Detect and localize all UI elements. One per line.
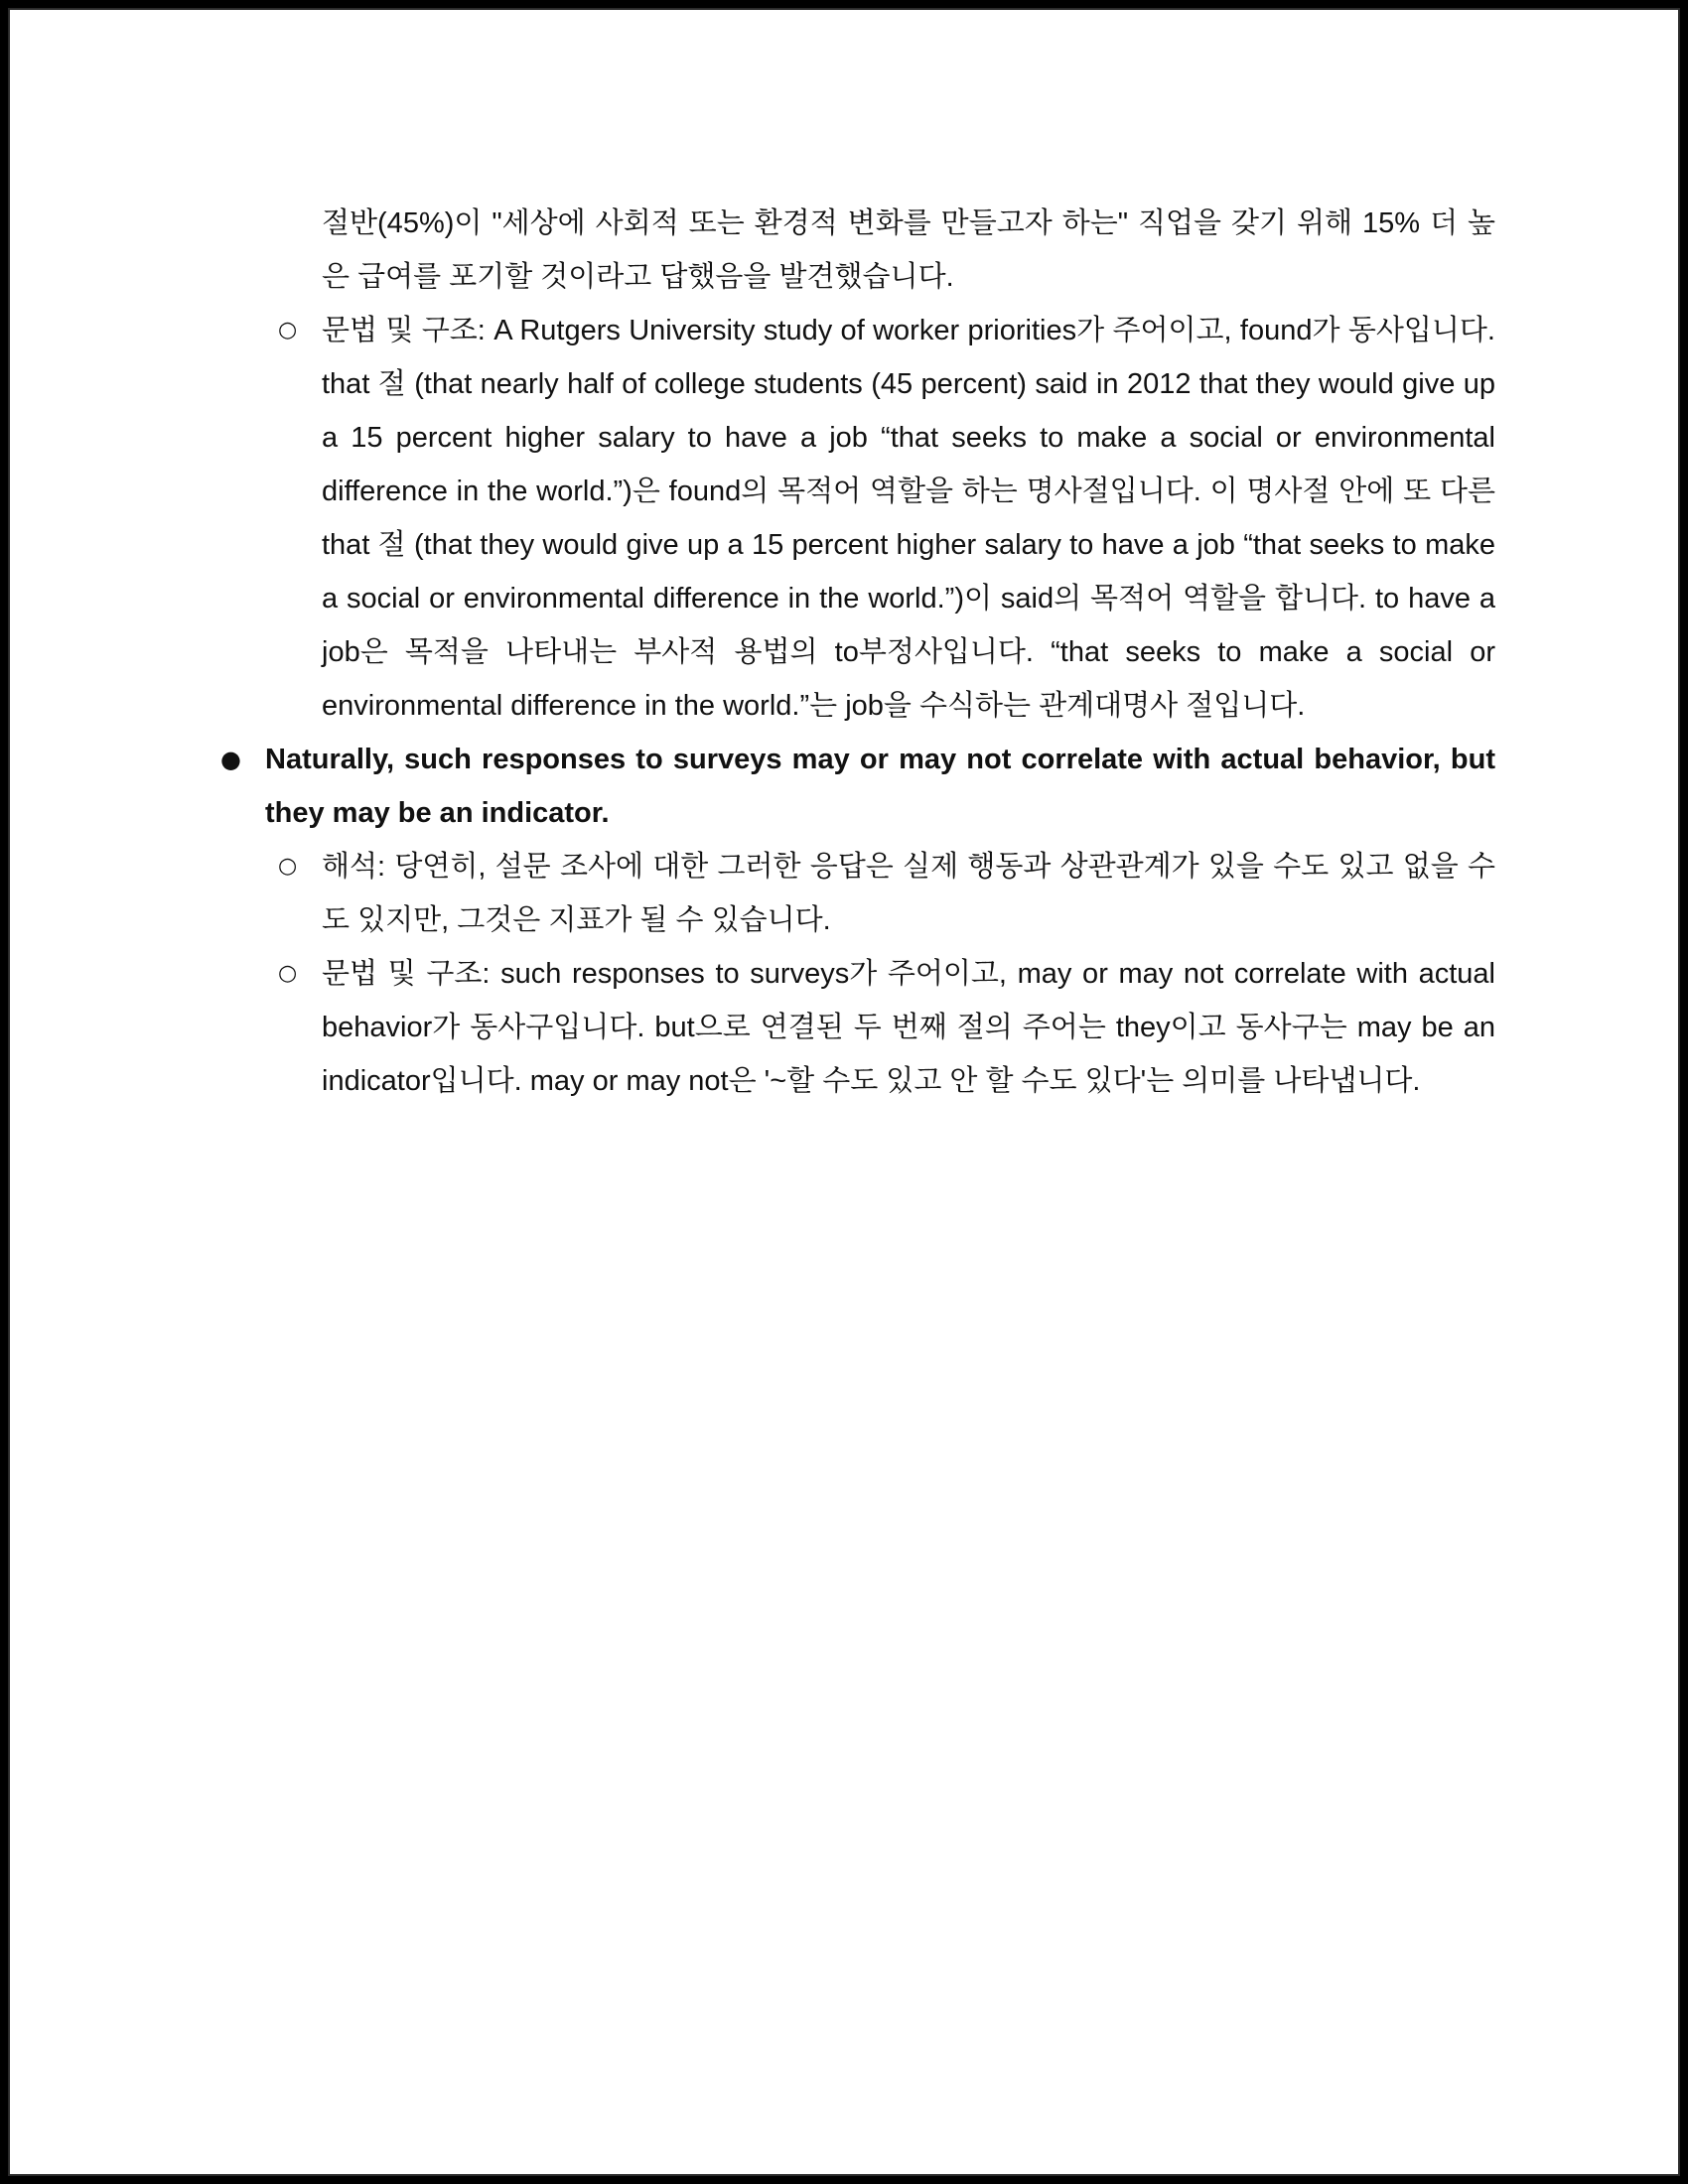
hollow-bullet-icon: ○: [278, 961, 298, 986]
document-body: [211, 197, 1495, 1108]
paragraph-text: 당연히, 설문 조사에 대한 그러한 응답은 실제 행동과 상관관계가 있을 수도 있고 없을 수도 있지만, 그것은 지표가 될 수 있습니다.: [322, 851, 1495, 936]
grammar-note: [211, 304, 1495, 733]
continuation-paragraph: [211, 197, 1495, 304]
grammar-label: 문법 및 구조:: [322, 315, 486, 346]
translation-note: [211, 840, 1495, 947]
source-sentence: [211, 733, 1495, 840]
translation-label: 해석:: [322, 851, 386, 883]
paragraph-text: such responses to surveys가 주어이고, may or may not correlate with actual behavior가 동사구입니다. but으로 연결된 두 번째 절의 주어는 they이고 동사구는 may be an indicator입니다. may or may not은 '~할 수도 있고 안 할 수도 있다'는 의미를 나타냅니다.: [322, 958, 1495, 1097]
grammar-label: 문법 및 구조:: [322, 958, 491, 990]
solid-bullet-icon: ●: [220, 746, 241, 773]
sentence-text: Naturally, such responses to surveys may or may not correlate with actual behavior, but they may be an indicator.: [265, 744, 1495, 829]
paragraph-text: A Rutgers University study of worker priorities가 주어이고, found가 동사입니다. that 절 (that nearly half of college students (45 percent) said in 2012 that they would give up a 15 percent higher salary to have a job “that seeks to make a social or environmental difference in the world.”)은 found의 목적어 역할을 하는 명사절입니다. 이 명사절 안에 또 다른 that 절 (that they would give up a 15 percent higher salary to have a job “that seeks to make a social or environmental difference in the world.”)이 said의 목적어 역할을 합니다. to have a job은 목적을 나타내는 부사적 용법의 to부정사입니다. “that seeks to make a social or environmental difference in the world.”는 job을 수식하는 관계대명사 절입니다.: [322, 315, 1495, 722]
hollow-bullet-icon: ○: [278, 318, 298, 342]
document-page: [8, 8, 1680, 2176]
grammar-note: [211, 947, 1495, 1108]
paragraph-text: 절반(45%)이 "세상에 사회적 또는 환경적 변화를 만들고자 하는" 직업을 갖기 위해 15% 더 높은 급여를 포기할 것이라고 답했음을 발견했습니다.: [322, 207, 1495, 293]
hollow-bullet-icon: ○: [278, 854, 298, 879]
